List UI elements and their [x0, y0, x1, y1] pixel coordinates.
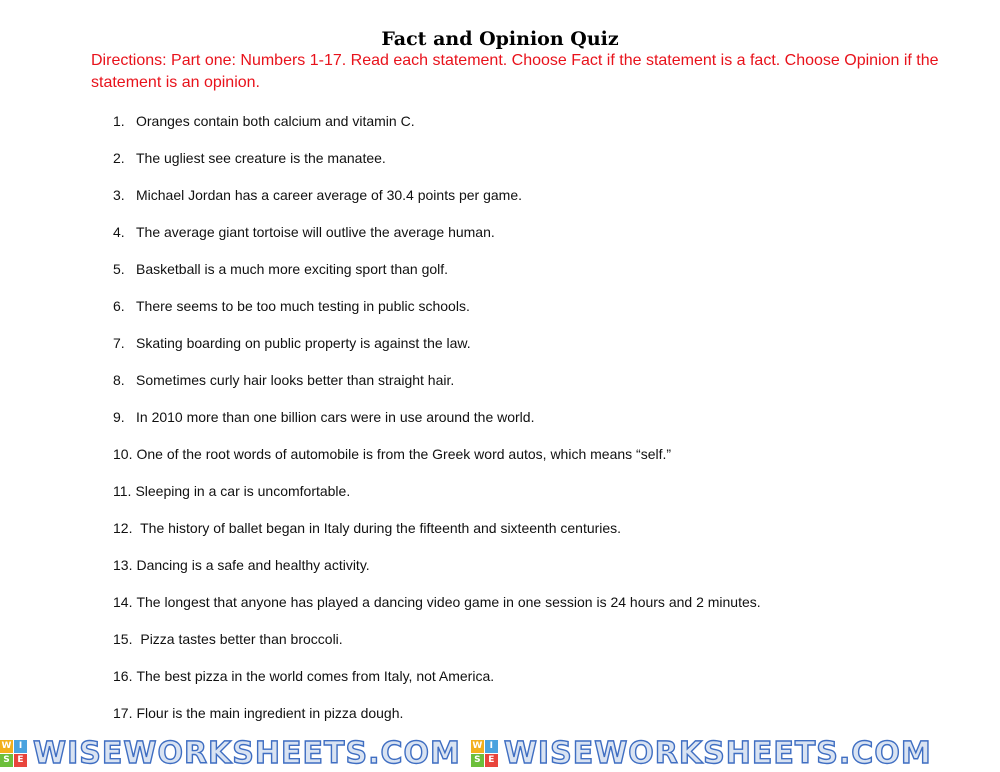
question-item	[113, 666, 973, 703]
question-text: Sleeping in a car is uncomfortable.	[135, 483, 351, 499]
question-number: 10.	[113, 446, 133, 462]
logo-tile: I	[14, 740, 27, 753]
question-number: 1.	[113, 113, 125, 129]
question-list	[113, 111, 973, 740]
watermark-footer	[0, 734, 1000, 772]
question-number: 16.	[113, 668, 133, 684]
question-text: In 2010 more than one billion cars were in use around the world.	[136, 409, 535, 425]
question-text: Pizza tastes better than broccoli.	[136, 631, 343, 647]
question-item	[113, 222, 973, 259]
question-number: 14.	[113, 594, 133, 610]
question-number: 2.	[113, 150, 125, 166]
question-text: Dancing is a safe and healthy activity.	[136, 557, 370, 573]
question-text: Oranges contain both calcium and vitamin C.	[136, 113, 415, 129]
question-item	[113, 259, 973, 296]
question-item	[113, 481, 973, 518]
question-number: 12.	[113, 520, 133, 536]
question-text: Flour is the main ingredient in pizza dough.	[136, 705, 404, 721]
logo-icon	[471, 740, 498, 767]
logo-tile: E	[14, 754, 27, 767]
question-text: The longest that anyone has played a dancing video game in one session is 24 hours and 2 minutes.	[136, 594, 761, 610]
question-number: 8.	[113, 372, 125, 388]
logo-tile: W	[1, 740, 12, 751]
logo-tile: I	[485, 740, 498, 753]
question-item	[113, 296, 973, 333]
question-item	[113, 629, 973, 666]
question-item	[113, 518, 973, 555]
question-item	[113, 592, 973, 629]
directions-text: Directions: Part one: Numbers 1-17. Read each statement. Choose Fact if the statement is a fact. Choose Opinion if the statement is an opinion.	[91, 52, 939, 91]
question-item	[113, 444, 973, 481]
wiseworksheets-logo	[471, 736, 932, 771]
logo-tile: W	[472, 740, 483, 751]
brand-text: WISEWORKSHEETS.COM	[503, 735, 932, 771]
question-number: 15.	[113, 631, 133, 647]
question-text: The history of ballet began in Italy during the fifteenth and sixteenth centuries.	[136, 520, 622, 536]
wiseworksheets-logo	[0, 736, 461, 771]
question-number: 7.	[113, 335, 125, 351]
question-number: 11.	[113, 483, 132, 499]
question-item	[113, 333, 973, 370]
question-text: There seems to be too much testing in public schools.	[136, 298, 470, 314]
question-number: 5.	[113, 261, 125, 277]
question-number: 9.	[113, 409, 125, 425]
question-text: Michael Jordan has a career average of 30.4 points per game.	[136, 187, 523, 203]
question-text: Sometimes curly hair looks better than straight hair.	[136, 372, 455, 388]
question-item	[113, 111, 973, 148]
question-text: The average giant tortoise will outlive the average human.	[136, 224, 495, 240]
question-number: 17.	[113, 705, 133, 721]
question-number: 13.	[113, 557, 133, 573]
question-text: Basketball is a much more exciting sport than golf.	[136, 261, 449, 277]
logo-icon	[0, 740, 27, 767]
logo-tile: S	[471, 754, 484, 767]
logo-tile: E	[485, 754, 498, 767]
question-item	[113, 185, 973, 222]
question-item	[113, 555, 973, 592]
question-text: The ugliest see creature is the manatee.	[136, 150, 386, 166]
question-number: 3.	[113, 187, 125, 203]
question-item	[113, 370, 973, 407]
question-number: 6.	[113, 298, 125, 314]
question-item	[113, 148, 973, 185]
question-number: 4.	[113, 224, 125, 240]
page-title: Fact and Opinion Quiz	[381, 28, 619, 50]
brand-text: WISEWORKSHEETS.COM	[33, 735, 461, 771]
question-text: The best pizza in the world comes from Italy, not America.	[136, 668, 495, 684]
question-text: One of the root words of automobile is from the Greek word autos, which means “self.”	[136, 446, 672, 462]
question-text: Skating boarding on public property is against the law.	[136, 335, 471, 351]
logo-tile: S	[0, 754, 13, 767]
question-item	[113, 407, 973, 444]
